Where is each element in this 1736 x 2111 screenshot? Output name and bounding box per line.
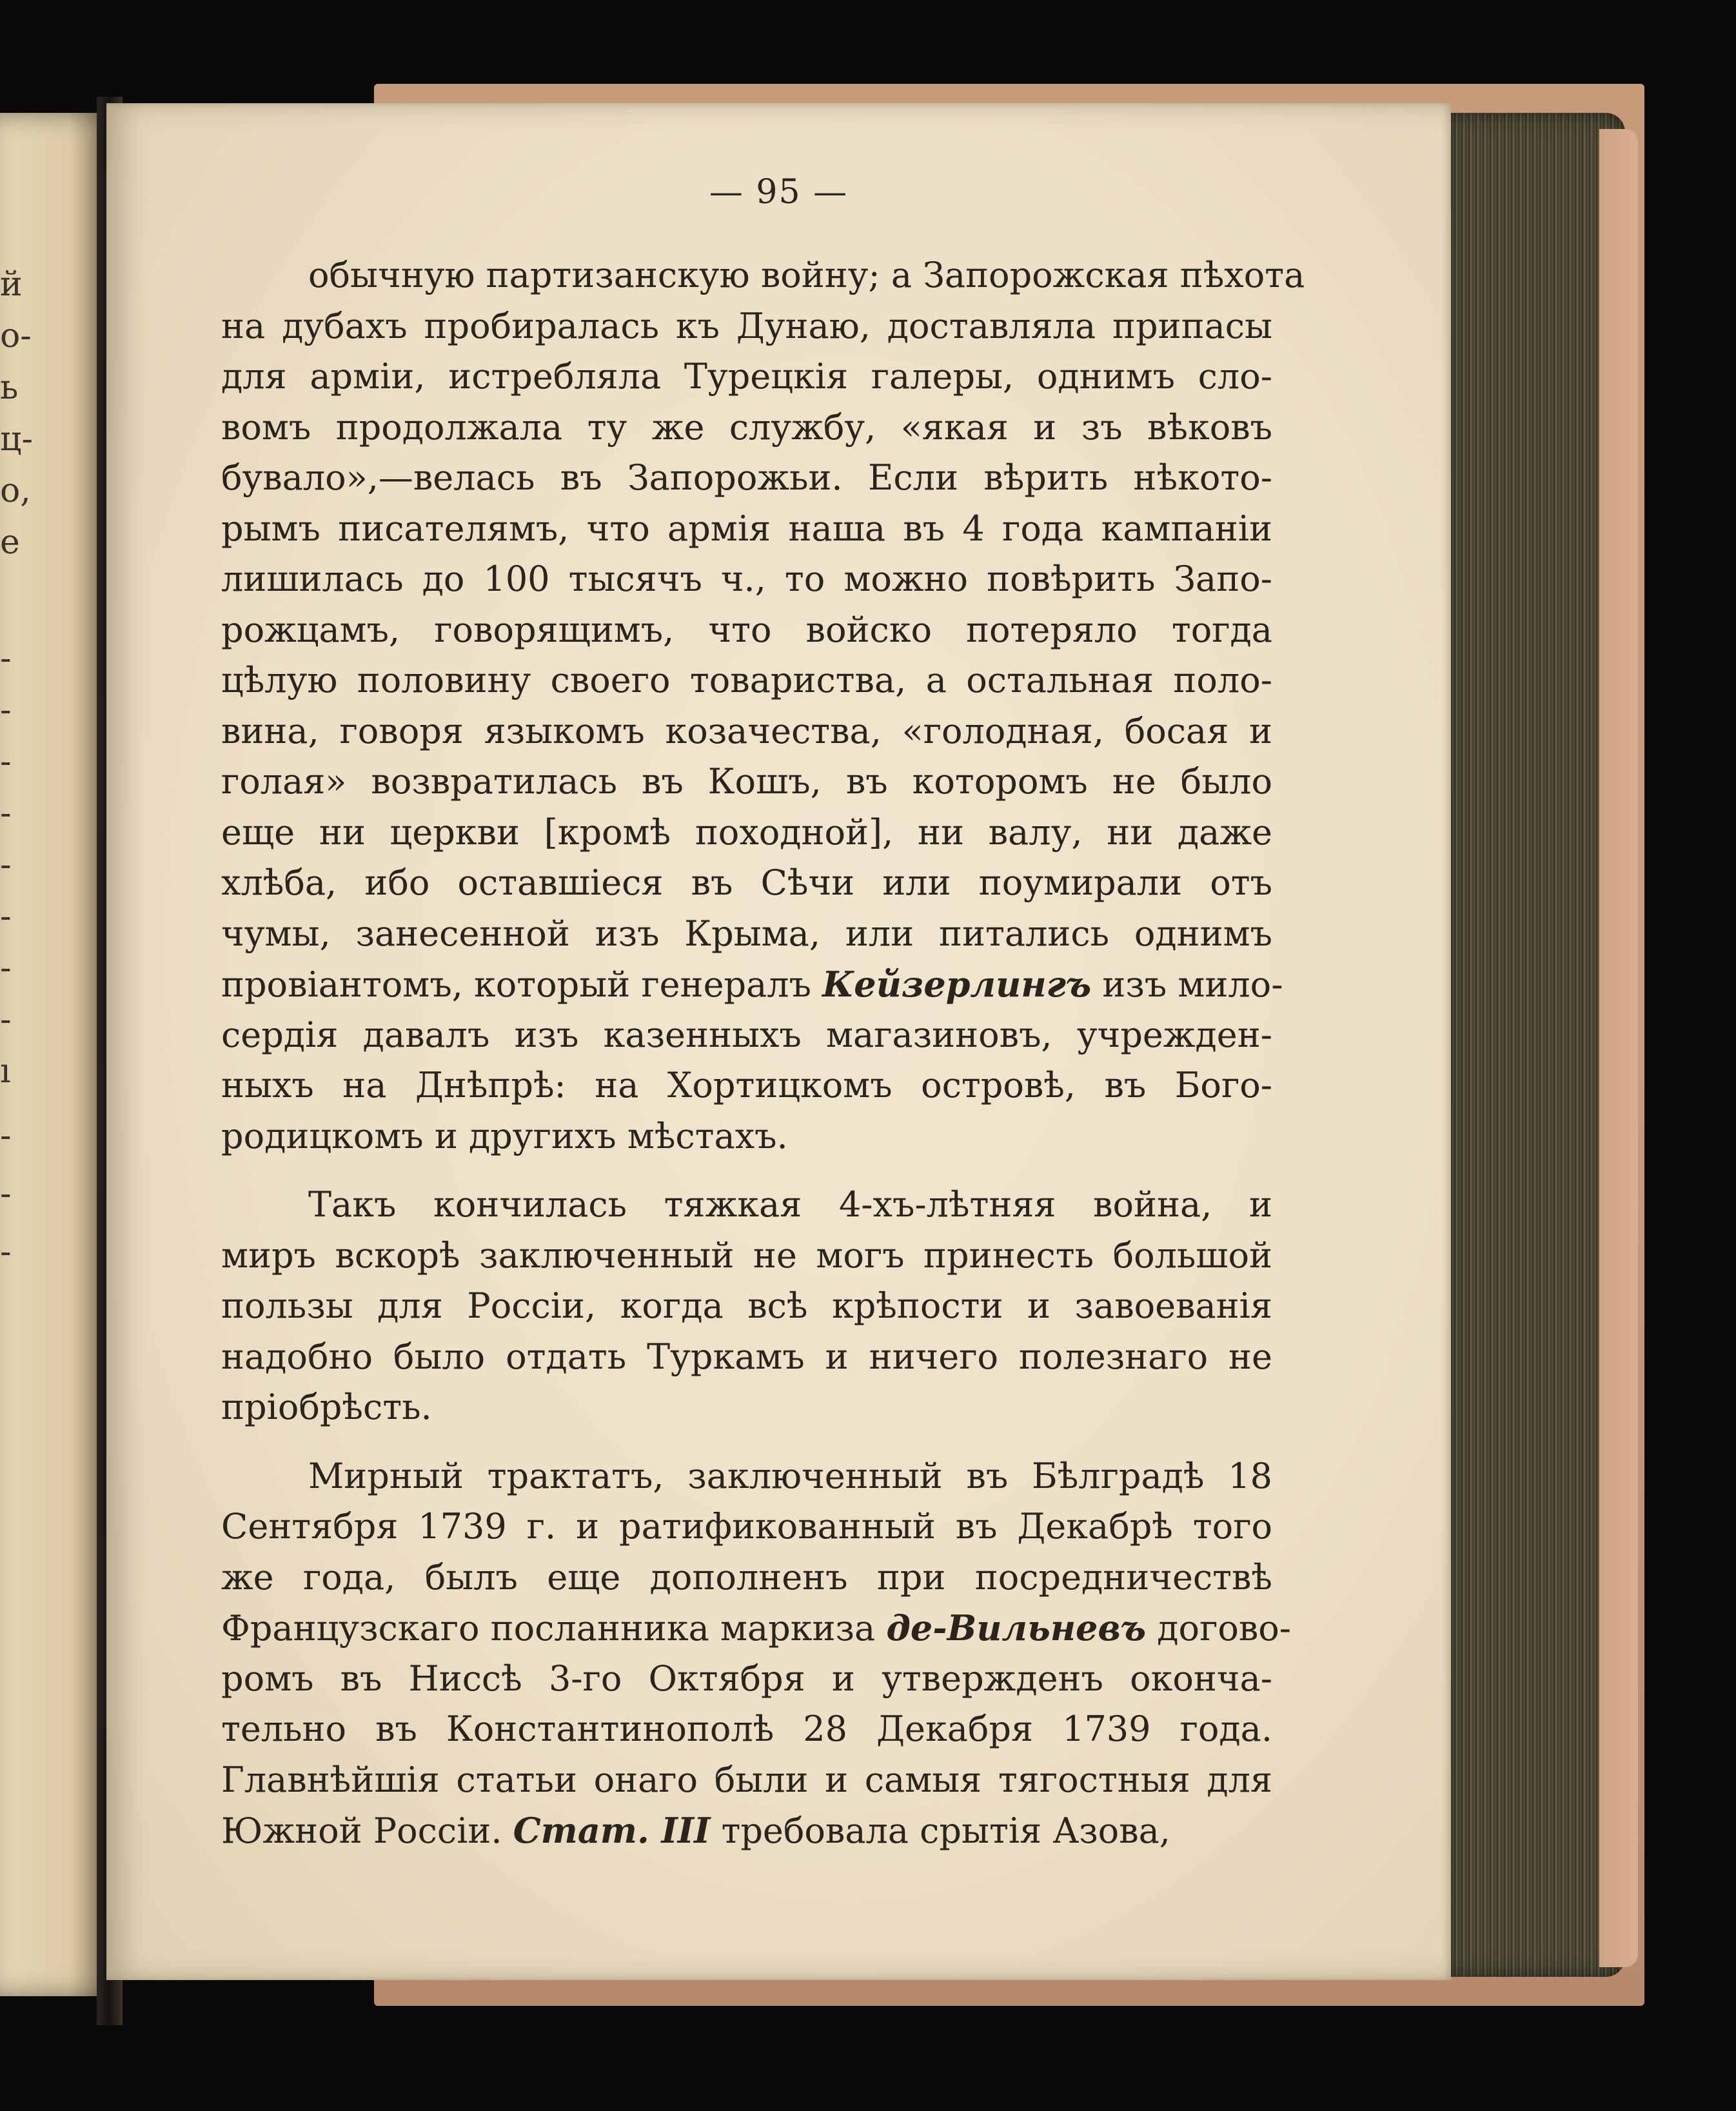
book-page xyxy=(106,103,1451,1980)
text-line: пользы для Россіи, когда всѣ крѣпости и завоеванія xyxy=(221,1285,1272,1326)
text-line: Мирный трактатъ, заключенный въ Бѣлградѣ 18 xyxy=(308,1455,1272,1496)
text-line: вомъ продолжала ту же службу, «якая и зъ вѣковъ xyxy=(221,406,1272,448)
previous-page-fragment: - xyxy=(0,1116,12,1155)
text-line: тельно въ Константинополѣ 28 Декабря 1739 года. xyxy=(221,1709,1272,1749)
text-segment: изъ мило- xyxy=(1091,964,1283,1005)
previous-page-fragment: о, xyxy=(0,471,31,510)
text-line: цѣлую половину своего товариства, а остальная поло- xyxy=(221,660,1272,700)
text-line: же года, былъ еще дополненъ при посредничествѣ xyxy=(221,1556,1272,1598)
previous-page-fragment: - xyxy=(0,1233,12,1271)
previous-page-fragment: ı xyxy=(0,1052,11,1091)
text-line: ромъ въ Ниссѣ 3-го Октября и утвержденъ оконча- xyxy=(221,1658,1272,1699)
previous-page-fragment: й xyxy=(0,265,23,304)
paragraph-gap xyxy=(221,1433,1272,1451)
text-line: на дубахъ пробиралась къ Дунаю, доставляла припасы xyxy=(221,305,1272,346)
text-line: рымъ писателямъ, что армія наша въ 4 года кампаніи xyxy=(221,508,1272,549)
text-line xyxy=(221,1805,1272,1856)
text-line xyxy=(221,959,1283,1010)
text-line: хлѣба, ибо оставшіеся въ Сѣчи или поумирали отъ xyxy=(221,862,1272,903)
previous-page-fragment: - xyxy=(0,794,12,833)
previous-page-fragment: - xyxy=(0,742,12,781)
previous-page-fragment: е xyxy=(0,523,20,562)
previous-page-fragment: - xyxy=(0,949,12,987)
previous-page-fragment: - xyxy=(0,897,12,936)
text-line: Такъ кончилась тяжкая 4-хъ-лѣтняя война, и xyxy=(308,1184,1272,1225)
text-line: голая» возвратилась въ Кошъ, въ которомъ не было xyxy=(221,761,1272,802)
page-block-edges xyxy=(1445,113,1625,1977)
previous-page-fragment: - xyxy=(0,639,12,678)
previous-page-fragment: - xyxy=(0,1000,12,1039)
text-line: миръ вскорѣ заключенный не могъ принесть большой xyxy=(221,1234,1272,1276)
cover-board-edge xyxy=(1599,129,1638,1967)
text-line: пріобрѣсть. xyxy=(221,1387,432,1427)
paragraph-2 xyxy=(221,1180,1272,1433)
text-line: надобно было отдать Туркамъ и ничего полезнаго не xyxy=(221,1336,1272,1377)
text-segment: требовала срытія Азова, xyxy=(710,1810,1170,1851)
previous-page-fragment: - xyxy=(0,1174,12,1213)
text-line: лишилась до 100 тысячъ ч., то можно повѣрить Запо- xyxy=(221,559,1272,599)
page-number: — 95 — xyxy=(709,173,849,212)
text-segment: догово- xyxy=(1146,1608,1292,1649)
text-line: рожцамъ, говорящимъ, что войско потеряло тогда xyxy=(221,609,1272,650)
paragraph-3 xyxy=(221,1451,1292,1856)
italic-name: де-Вильневъ xyxy=(886,1607,1147,1649)
text-segment: Южной Россіи. xyxy=(221,1810,513,1851)
text-line: вина, говоря языкомъ козачества, «голодная, босая и xyxy=(221,710,1272,751)
previous-page-fragment: ц- xyxy=(0,420,34,459)
italic-name: Стат. III xyxy=(513,1810,711,1851)
text-line: обычную партизанскую войну; а Запорожская пѣхота xyxy=(308,255,1305,295)
text-line: сердія давалъ изъ казенныхъ магазиновъ, учрежден- xyxy=(221,1014,1272,1055)
page-text xyxy=(221,250,1305,1856)
paragraph-gap xyxy=(221,1162,1272,1180)
text-line: еще ни церкви [кромѣ походной], ни валу, ни даже xyxy=(221,811,1272,853)
text-line: чумы, занесенной изъ Крыма, или питались однимъ xyxy=(221,913,1272,954)
previous-page-fragment: - xyxy=(0,691,12,729)
previous-page-fragment: - xyxy=(0,846,12,884)
text-line: Главнѣйшія статьи онаго были и самыя тягостныя для xyxy=(221,1759,1272,1800)
text-segment: провіантомъ, который генералъ xyxy=(221,964,823,1005)
text-line xyxy=(221,1603,1292,1654)
previous-page-text-fragments xyxy=(0,113,34,1996)
text-line: родицкомъ и другихъ мѣстахъ. xyxy=(221,1115,788,1156)
previous-page-fragment: ь xyxy=(0,368,19,407)
text-line: для арміи, истребляла Турецкія галеры, однимъ сло- xyxy=(221,356,1272,397)
italic-name: Кейзерлингъ xyxy=(822,964,1092,1005)
text-line: Сентября 1739 г. и ратификованный въ Декабрѣ того xyxy=(221,1506,1272,1547)
text-line: ныхъ на Днѣпрѣ: на Хортицкомъ островѣ, въ Бого- xyxy=(221,1065,1272,1105)
paragraph-1 xyxy=(221,250,1305,1162)
text-segment: Французскаго посланника маркиза xyxy=(221,1608,887,1649)
previous-page-fragment: о- xyxy=(0,317,32,355)
text-line: бувало»,—велась въ Запорожьи. Если вѣрить нѣкото- xyxy=(221,457,1272,498)
